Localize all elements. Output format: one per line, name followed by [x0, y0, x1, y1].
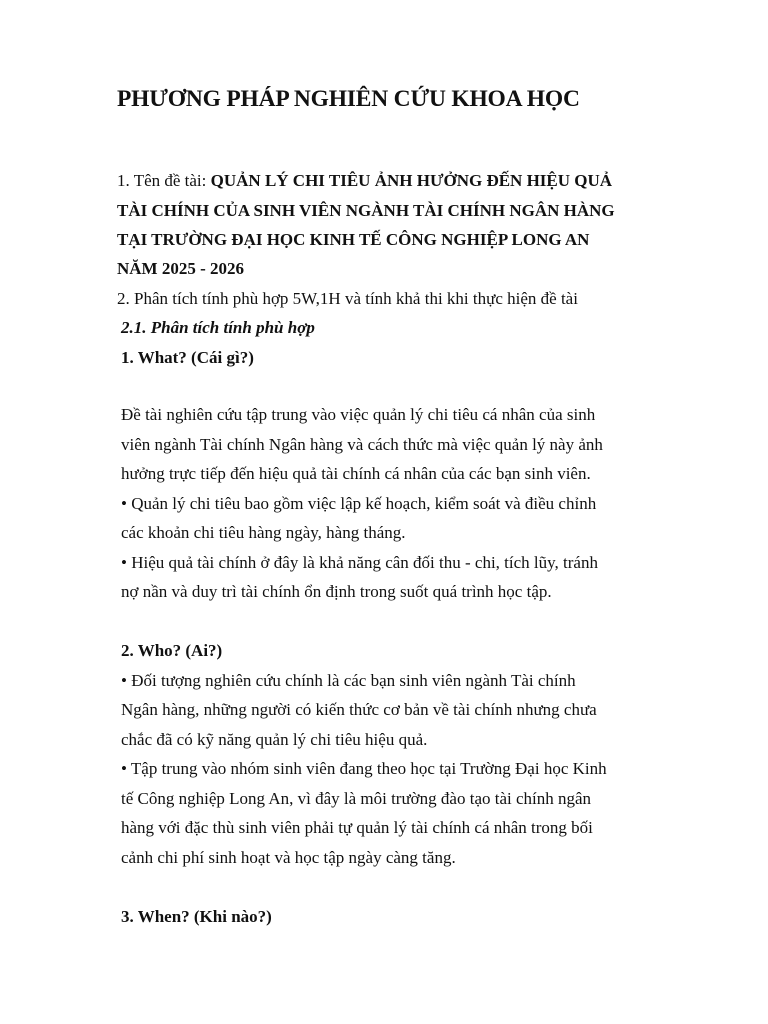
what-bullet-1-line-1: • Quản lý chi tiêu bao gồm việc lập kế hoạch, kiểm soát và điều chỉnh: [121, 494, 597, 513]
what-paragraph-line-3: hưởng trực tiếp đến hiệu quả tài chính cá nhân của các bạn sinh viên.: [121, 464, 591, 483]
who-bullet-1-line-3: chắc đã có kỹ năng quản lý chi tiêu hiệu quả.: [121, 730, 428, 749]
who-bullet-2-line-4: cảnh chi phí sinh hoạt và học tập ngày càng tăng.: [121, 848, 456, 867]
topic-line-1: [117, 170, 612, 192]
what-bullet-1-line-2: các khoản chi tiêu hàng ngày, hàng tháng.: [121, 523, 406, 542]
who-bullet-2-line-3: hàng với đặc thù sinh viên phải tự quản lý tài chính cá nhân trong bối: [121, 818, 593, 837]
document-title: PHƯƠNG PHÁP NGHIÊN CỨU KHOA HỌC: [117, 86, 580, 112]
section-2-1-heading: 2.1. Phân tích tính phù hợp: [121, 318, 315, 337]
topic-prefix: 1. Tên đề tài:: [117, 171, 211, 190]
what-paragraph-line-1: Đề tài nghiên cứu tập trung vào việc quản lý chi tiêu cá nhân của sinh: [121, 405, 596, 424]
who-bullet-2-line-1: • Tập trung vào nhóm sinh viên đang theo học tại Trường Đại học Kinh: [121, 759, 607, 778]
topic-title-part-1: QUẢN LÝ CHI TIÊU ẢNH HƯỞNG ĐẾN HIỆU QUẢ: [210, 171, 613, 190]
topic-title-part-3: TẠI TRƯỜNG ĐẠI HỌC KINH TẾ CÔNG NGHIỆP LONG AN: [117, 230, 590, 249]
what-bullet-2-line-2: nợ nần và duy trì tài chính ổn định trong suốt quá trình học tập.: [121, 582, 552, 601]
who-bullet-1-line-2: Ngân hàng, những người có kiến thức cơ bản về tài chính nhưng chưa: [121, 700, 597, 719]
who-bullet-1-line-1: • Đối tượng nghiên cứu chính là các bạn sinh viên ngành Tài chính: [121, 671, 576, 690]
topic-title-part-4: NĂM 2025 - 2026: [117, 259, 245, 278]
what-paragraph-line-2: viên ngành Tài chính Ngân hàng và cách thức mà việc quản lý này ảnh: [121, 435, 603, 454]
what-bullet-2-line-1: • Hiệu quả tài chính ở đây là khả năng cân đối thu - chi, tích lũy, tránh: [121, 553, 598, 572]
when-heading: 3. When? (Khi nào?): [121, 907, 272, 926]
topic-title-part-2: TÀI CHÍNH CỦA SINH VIÊN NGÀNH TÀI CHÍNH NGÂN HÀNG: [117, 201, 615, 220]
item-2-heading: 2. Phân tích tính phù hợp 5W,1H và tính khả thi khi thực hiện đề tài: [117, 289, 578, 308]
who-heading: 2. Who? (Ai?): [121, 641, 223, 660]
who-bullet-2-line-2: tế Công nghiệp Long An, vì đây là môi trường đào tạo tài chính ngân: [121, 789, 592, 808]
what-heading: 1. What? (Cái gì?): [121, 348, 254, 367]
